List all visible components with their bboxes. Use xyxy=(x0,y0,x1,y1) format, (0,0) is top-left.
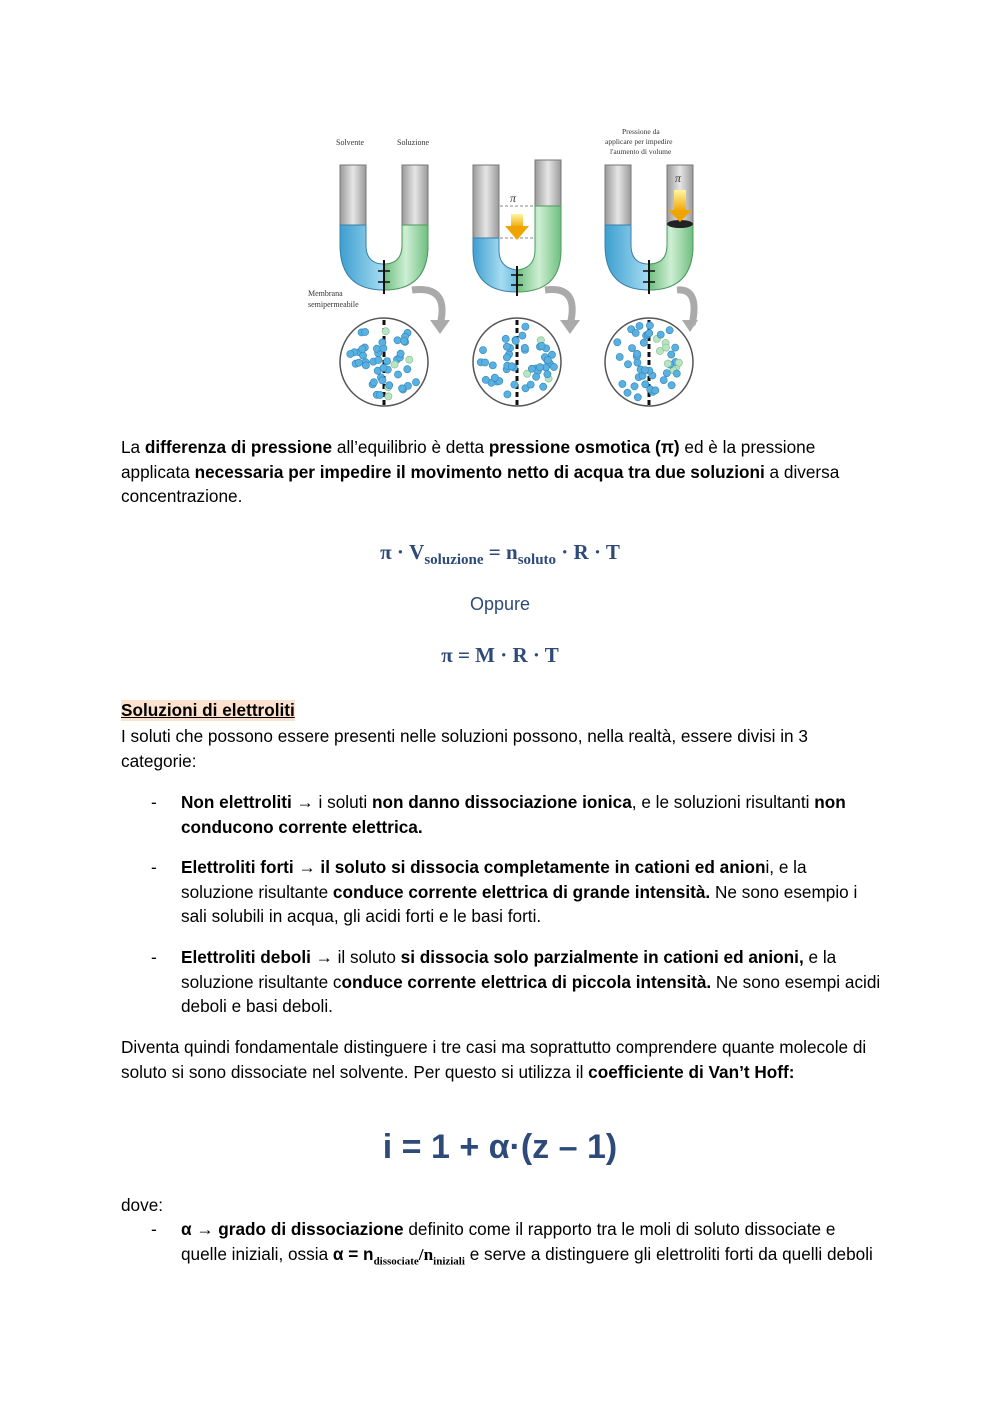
molecule xyxy=(528,365,535,372)
label-pressure-1: Pressione da xyxy=(622,127,660,136)
paragraph-osmotic-pressure xyxy=(121,435,881,509)
molecule xyxy=(412,379,419,386)
molecule xyxy=(634,350,641,357)
bold-text: onduce corrente elettrica di piccola intensità. xyxy=(341,971,712,992)
equation-osmotic-1 xyxy=(0,540,1000,569)
text: → i soluti xyxy=(291,792,372,812)
u-tube-2 xyxy=(473,160,580,334)
molecule xyxy=(404,366,411,373)
molecule xyxy=(616,353,623,360)
label-pressure-2: applicare per impedire xyxy=(605,137,673,146)
molecule xyxy=(632,329,639,336)
text: i, e la soluzione risultante xyxy=(181,857,807,902)
molecule xyxy=(672,344,679,351)
molecule-circles xyxy=(340,318,693,406)
molecule xyxy=(376,391,383,398)
molecule xyxy=(628,345,635,352)
bold-text: il soluto si dissocia completamente in cationi ed anion xyxy=(320,857,766,877)
molecule xyxy=(406,356,413,363)
bold-text: Elettroliti forti xyxy=(181,857,294,877)
text: Ne sono esempi acidi deboli e basi deboli. xyxy=(181,971,881,1016)
molecule xyxy=(533,373,540,380)
text: e la soluzione risultante c xyxy=(181,947,837,992)
pi-label-3: π xyxy=(675,171,682,185)
text: , e le soluzioni risultanti xyxy=(631,792,815,812)
list-item-text xyxy=(181,855,881,929)
text: → xyxy=(293,857,321,877)
alpha-formula: α = n xyxy=(332,1243,374,1264)
molecule xyxy=(489,362,496,369)
molecule xyxy=(646,322,653,329)
molecule xyxy=(619,380,626,387)
u-tube-3 xyxy=(605,165,698,332)
molecule xyxy=(511,381,518,388)
text: ed è la pressione applicata xyxy=(121,437,816,482)
molecule xyxy=(399,385,406,392)
text: Ne sono esempio i sali solubili in acqua, gli acidi forti e le basi forti. xyxy=(181,881,858,926)
molecule xyxy=(386,382,393,389)
molecule xyxy=(512,337,519,344)
eq-subscript: soluto xyxy=(517,552,557,569)
molecule xyxy=(482,359,489,366)
equation-vant-hoff: i = 1 + α·(z – 1) xyxy=(382,1128,618,1166)
molecule xyxy=(394,371,401,378)
text: all’equilibrio è detta xyxy=(332,437,489,457)
molecule xyxy=(634,359,641,366)
bold-text: necessaria per impedire il movimento netto di acqua tra due soluzioni xyxy=(194,461,765,482)
bold-text: differenza di pressione xyxy=(144,437,333,457)
molecule xyxy=(624,389,631,396)
list-dash: - xyxy=(151,1219,157,1239)
list-dash: - xyxy=(151,792,157,812)
molecule xyxy=(537,364,544,371)
molecule xyxy=(359,345,366,352)
molecule xyxy=(401,338,408,345)
molecule xyxy=(519,332,526,339)
molecule xyxy=(394,337,401,344)
molecule xyxy=(675,359,682,366)
list-dash: - xyxy=(151,857,157,877)
text: a diversa concentrazione. xyxy=(121,461,840,506)
molecule xyxy=(538,342,545,349)
molecule xyxy=(379,377,386,384)
list-item-text xyxy=(181,945,881,1019)
bold-text: coefficiente di Van’t Hoff: xyxy=(588,1061,795,1082)
subscript: iniziali xyxy=(433,1254,465,1267)
molecule xyxy=(521,344,528,351)
molecule xyxy=(362,362,369,369)
molecule xyxy=(375,356,382,363)
text: La xyxy=(121,437,145,457)
eq-part: · R · T xyxy=(556,540,620,564)
list-item-text xyxy=(181,790,881,839)
molecule xyxy=(634,394,641,401)
list-dash: - xyxy=(151,947,157,967)
eq-subscript: soluzione xyxy=(424,552,484,569)
molecule xyxy=(660,377,667,384)
oppure-label: Oppure xyxy=(469,594,531,614)
eq-part: = n xyxy=(483,540,518,564)
bold-text: conduce corrente elettrica di grande intensità. xyxy=(332,881,711,902)
bold-text: Non elettroliti xyxy=(181,792,292,812)
molecule xyxy=(384,358,391,365)
molecule xyxy=(657,331,664,338)
label-membrane-1: Membrana xyxy=(308,289,343,298)
molecule xyxy=(503,343,510,350)
molecule xyxy=(380,364,387,371)
dove-label: dove: xyxy=(121,1195,164,1215)
paragraph-categories: I soluti che possono essere presenti nelle soluzioni possono, nella realtà, essere divisi in 3 categorie: xyxy=(121,726,808,771)
molecule xyxy=(379,339,386,346)
molecule xyxy=(527,381,534,388)
bold-text: α → grado di dissociazione xyxy=(181,1219,404,1239)
molecule xyxy=(673,370,680,377)
pi-label-2: π xyxy=(510,191,517,205)
label-solution: Soluzione xyxy=(397,138,429,147)
molecule xyxy=(656,347,663,354)
molecule xyxy=(544,371,551,378)
molecule xyxy=(540,383,547,390)
molecule xyxy=(479,347,486,354)
molecule xyxy=(666,327,673,334)
eq-part: π · V xyxy=(380,540,425,564)
molecule xyxy=(636,322,643,329)
molecule xyxy=(646,330,653,337)
molecule xyxy=(640,339,647,346)
molecule xyxy=(663,370,670,377)
molecule xyxy=(502,335,509,342)
molecule xyxy=(391,361,398,368)
molecule xyxy=(668,382,675,389)
text: e serve a distinguere gli elettroliti forti da quelli deboli xyxy=(464,1243,873,1264)
molecule xyxy=(522,323,529,330)
label-solvent: Solvente xyxy=(336,138,364,147)
molecule xyxy=(544,357,551,364)
molecule xyxy=(385,393,392,400)
molecule xyxy=(508,363,515,370)
molecule xyxy=(397,350,404,357)
equation-osmotic-2: π = M · R · T xyxy=(441,643,559,667)
bold-text: non conducono corrente elettrica. xyxy=(181,792,846,837)
section-title: Soluzioni di elettroliti xyxy=(121,700,295,720)
molecule xyxy=(624,361,631,368)
bold-text: pressione osmotica (π) xyxy=(488,437,680,457)
text: → il soluto xyxy=(310,947,401,967)
molecule xyxy=(503,354,510,361)
label-membrane-2: semipermeabile xyxy=(308,300,359,309)
molecule xyxy=(668,351,675,358)
subscript: dissociate xyxy=(373,1254,419,1267)
molecule xyxy=(382,328,389,335)
molecule xyxy=(373,345,380,352)
molecule xyxy=(360,352,367,359)
paragraph-vant-hoff xyxy=(121,1035,881,1084)
osmosis-figure xyxy=(300,120,700,415)
molecule xyxy=(491,374,498,381)
molecule xyxy=(631,383,638,390)
text: definito come il rapporto tra le moli di soluto dissociate e quelle iniziali, ossia xyxy=(181,1219,836,1264)
molecule xyxy=(362,328,369,335)
molecule xyxy=(664,360,671,367)
molecule xyxy=(347,350,354,357)
molecule xyxy=(641,367,648,374)
bold-text: Elettroliti deboli xyxy=(181,947,311,967)
list-item-text xyxy=(181,1217,881,1273)
bold-text: si dissocia solo parzialmente in cationi ed anioni, xyxy=(400,947,804,967)
bold-text: non danno dissociazione ionica xyxy=(372,792,632,812)
molecule xyxy=(482,376,489,383)
molecule xyxy=(504,391,511,398)
text: Diventa quindi fondamentale distinguere i tre casi ma soprattutto comprendere quante molecole di soluto si sono dissociate nel solvente. Per questo si utilizza il xyxy=(121,1037,867,1082)
molecule xyxy=(614,339,621,346)
alpha-formula: /n xyxy=(418,1244,434,1264)
label-pressure-3: l'aumento di volume xyxy=(610,147,672,156)
molecule xyxy=(652,387,659,394)
molecule xyxy=(550,363,557,370)
molecule xyxy=(355,359,362,366)
molecule xyxy=(370,379,377,386)
